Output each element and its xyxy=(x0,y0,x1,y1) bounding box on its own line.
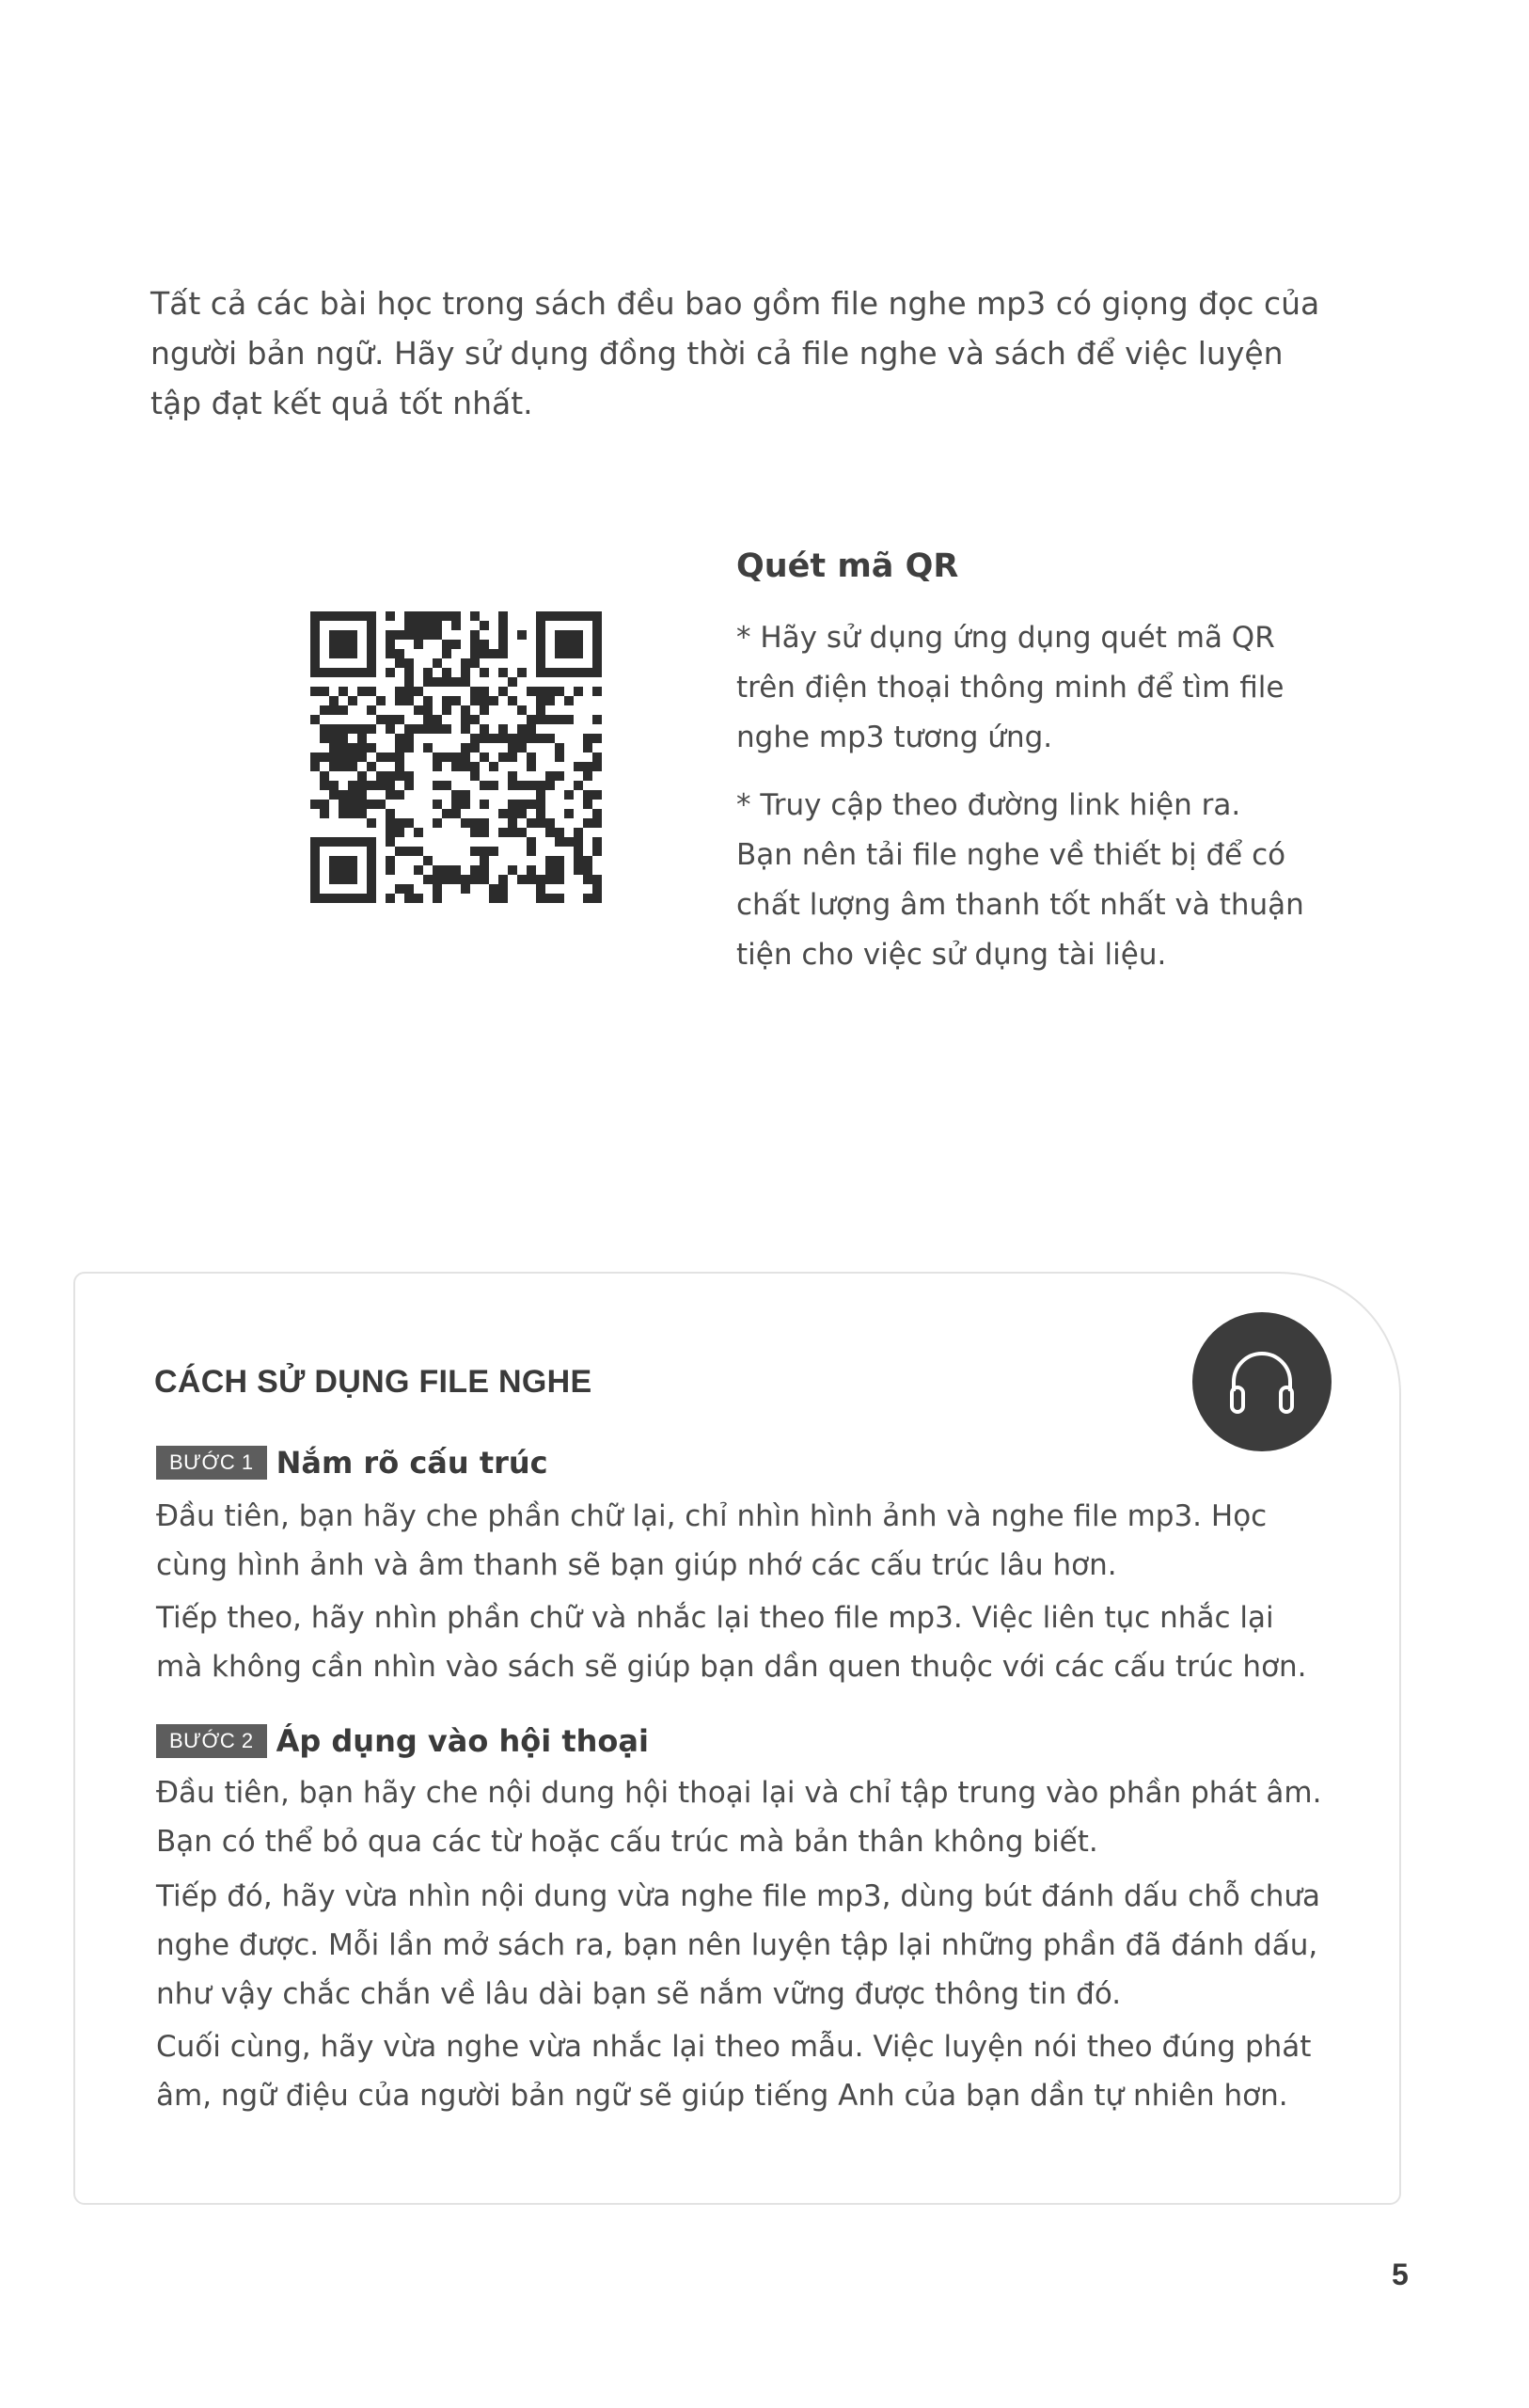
qr-finder-top-left xyxy=(310,611,376,677)
step-2-badge: BƯỚC 2 xyxy=(156,1724,267,1758)
card-title: CÁCH SỬ DỤNG FILE NGHE xyxy=(154,1364,592,1400)
step-1-paragraph-1: Đầu tiên, bạn hãy che phần chữ lại, chỉ nhìn hình ảnh và nghe file mp3. Học cùng hình ảnh và âm thanh sẽ bạn giúp nhớ các cấu trúc lâu hơn. xyxy=(156,1499,1268,1582)
qr-code xyxy=(310,611,602,903)
qr-finder-top-right xyxy=(536,611,602,677)
step-2-paragraph-1: Đầu tiên, bạn hãy che nội dung hội thoại lại và chỉ tập trung vào phần phát âm. Bạn có thể bỏ qua các từ hoặc cấu trúc mà bản thân không biết. xyxy=(156,1776,1322,1859)
qr-instruction-1: * Hãy sử dụng ứng dụng quét mã QR trên điện thoại thông minh để tìm file nghe mp3 tương ứng. xyxy=(736,621,1285,754)
qr-instruction-2: * Truy cập theo đường link hiện ra. Bạn nên tải file nghe về thiết bị để có chất lượng âm thanh tốt nhất và thuận tiện cho việc sử dụng tài liệu. xyxy=(736,788,1304,972)
step-2-paragraph-2: Tiếp đó, hãy vừa nhìn nội dung vừa nghe file mp3, dùng bút đánh dấu chỗ chưa nghe được. Mỗi lần mở sách ra, bạn nên luyện tập lại những phần đã đánh dấu, như vậy chắc chắn về lâu dài bạn sẽ nắm vững được thông tin đó. xyxy=(156,1879,1321,2011)
headphones-icon xyxy=(1192,1312,1332,1451)
page-number: 5 xyxy=(1392,2258,1409,2291)
qr-finder-bottom-left xyxy=(310,837,376,903)
intro-paragraph: Tất cả các bài học trong sách đều bao gồm file nghe mp3 có giọng đọc của người bản ngữ. Hãy sử dụng đồng thời cả file nghe và sách để việc luyện tập đạt kết quả tốt nhất. xyxy=(150,285,1320,421)
step-2-title: Áp dụng vào hội thoại xyxy=(276,1723,649,1759)
qr-section-title: Quét mã QR xyxy=(736,547,959,585)
step-2-header xyxy=(156,1723,649,1759)
step-1-paragraph-2: Tiếp theo, hãy nhìn phần chữ và nhắc lại theo file mp3. Việc liên tục nhắc lại mà không cần nhìn vào sách sẽ giúp bạn dần quen thuộc với các cấu trúc hơn. xyxy=(156,1601,1307,1684)
step-1-header xyxy=(156,1445,548,1481)
step-2-paragraph-3: Cuối cùng, hãy vừa nghe vừa nhắc lại theo mẫu. Việc luyện nói theo đúng phát âm, ngữ điệu của người bản ngữ sẽ giúp tiếng Anh của bạn dần tự nhiên hơn. xyxy=(156,2030,1312,2113)
step-1-title: Nắm rõ cấu trúc xyxy=(276,1445,548,1481)
step-1-badge: BƯỚC 1 xyxy=(156,1446,267,1480)
